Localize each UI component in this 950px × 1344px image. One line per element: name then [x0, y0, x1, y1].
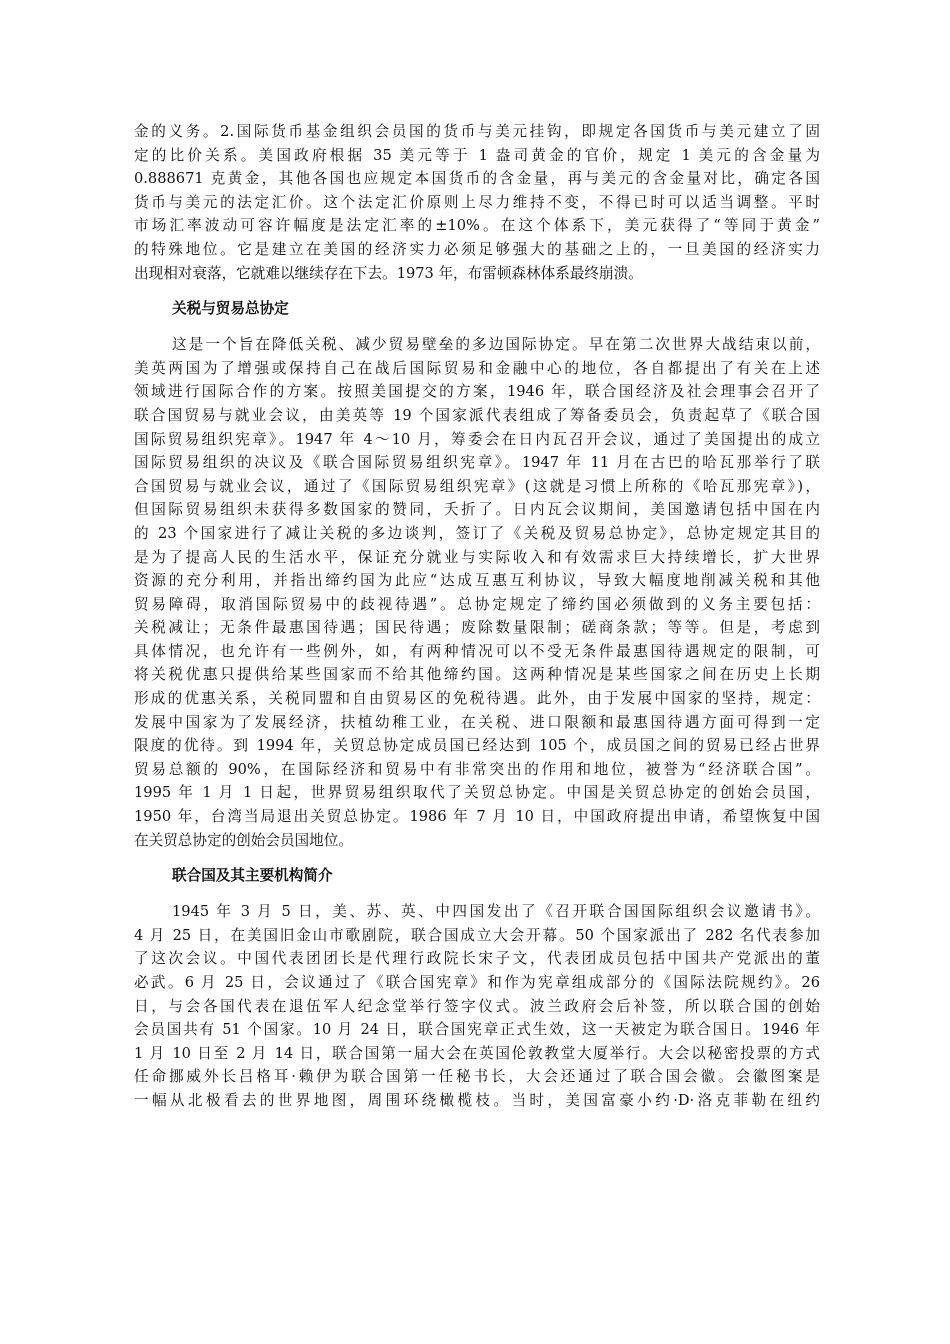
text-line: 4 月 25 日，在美国旧金山市歌剧院，联合国成立大会开幕。50 个国家派出了 282 名代表参加 [134, 926, 820, 944]
text-line: 领域进行国际合作的方案。按照美国提交的方案，1946 年，联合国经济及社会理事会召开了 [134, 383, 820, 401]
text-line: 了这次会议。中国代表团团长是代理行政院长宋子文，代表团成员包括中国共产党派出的董 [134, 950, 820, 968]
section-heading-gatt: 关税与贸易总协定 [172, 300, 289, 318]
text-line: 国际贸易组织宪章》。1947 年 4～10 月，筹委会在日内瓦召开会议，通过了美国提出的成立 [134, 430, 820, 448]
text-line: 联合国贸易与就业会议，由美英等 19 个国家派代表组成了筹备委员会，负责起草了《联合国 [134, 406, 820, 424]
text-line: 合国贸易与就业会议，通过了《国际贸易组织宪章》(这就是习惯上所称的《哈瓦那宪章》)， [134, 477, 820, 495]
text-line: 资源的充分利用，并指出缔约国为此应“达成互惠互利协议，导致大幅度地削减关税和其他 [134, 572, 820, 590]
text-line: 将关税优惠只提供给某些国家而不给其他缔约国。这两种情况是某些国家之间在历史上长期 [134, 666, 820, 684]
text-line: 出现相对衰落，它就难以继续存在下去。1973 年，布雷顿森林体系最终崩溃。 [134, 264, 643, 282]
text-line: 的特殊地位。它是建立在美国的经济实力必须足够强大的基础之上的，一旦美国的经济实力 [134, 240, 820, 258]
text-line: 在关贸总协定的创始会员国地位。 [134, 831, 353, 849]
text-line: 市场汇率波动可容许幅度是法定汇率的±10%。在这个体系下，美元获得了“等同于黄金” [134, 217, 820, 235]
text-line: 会员国共有 51 个国家。10 月 24 日，联合国宪章正式生效，这一天被定为联合国日。1946 年 [134, 1021, 820, 1039]
text-line: 但国际贸易组织未获得多数国家的赞同，夭折了。日内瓦会议期间，美国邀请包括中国在内 [134, 501, 820, 519]
text-line: 金的义务。2.国际货币基金组织会员国的货币与美元挂钩，即规定各国货币与美元建立了固 [134, 123, 820, 140]
text-line: 是为了提高人民的生活水平，保证充分就业与实际收入和有效需求巨大持续增长，扩大世界 [134, 548, 820, 566]
text-line: 具体情况，也允许有一些例外，如，有两种情况可以不受无条件最惠国待遇规定的限制，可 [134, 642, 820, 660]
text-line: 必武。6 月 25 日，会议通过了《联合国宪章》和作为宪章组成部分的《国际法院规约》。26 [134, 974, 820, 991]
text-line: 0.888671 克黄金，其他各国也应规定本国货币的含金量，再与美元的含金量对比，确定各国 [134, 170, 820, 188]
text-line: 限度的优待。到 1994 年，关贸总协定成员国已经达到 105 个，成员国之间的贸易已经占世界 [134, 737, 820, 755]
text-line: 日，与会各国代表在退伍军人纪念堂举行签字仪式。波兰政府会后补签，所以联合国的创始 [134, 997, 820, 1015]
text-line: 定的比价关系。美国政府根据 35 美元等于 1 盎司黄金的官价，规定 1 美元的含金量为 [134, 146, 820, 164]
text-line: 一幅从北极看去的世界地图，周围环绕橄榄枝。当时，美国富豪小约·D·洛克菲勒在纽约 [134, 1091, 820, 1109]
text-line: 国际贸易组织的决议及《联合国际贸易组织宪章》。1947 年 11 月在古巴的哈瓦那举行了联 [134, 454, 820, 472]
text-line: 贸易障碍，取消国际贸易中的歧视待遇”。总协定规定了缔约国必须做到的义务主要包括： [134, 595, 820, 613]
document-page [134, 120, 820, 1113]
section-heading-un: 联合国及其主要机构简介 [172, 867, 333, 885]
text-line: 任命挪威外长吕格耳·赖伊为联合国第一任秘书长，大会还通过了联合国会徽。会徽图案是 [134, 1068, 820, 1086]
text-line: 货币与美元的法定汇价。这个法定汇价原则上尽力维持不变，不得已时可以适当调整。平时 [134, 193, 820, 211]
text-line: 1945 年 3 月 5 日，美、苏、英、中四国发出了《召开联合国国际组织会议邀请书》。 [172, 903, 820, 921]
text-line: 1 月 10 日至 2 月 14 日，联合国第一届大会在英国伦敦教堂大厦举行。大会以秘密投票的方式 [134, 1044, 820, 1062]
text-line: 1995 年 1 月 1 日起，世界贸易组织取代了关贸总协定。中国是关贸总协定的创始会员国， [134, 784, 820, 802]
text-line: 的 23 个国家进行了减让关税的多边谈判，签订了《关税及贸易总协定》，总协定规定其目的 [134, 524, 820, 542]
gatt-paragraph [134, 333, 820, 852]
text-line: 发展中国家为了发展经济，扶植幼稚工业，在关税、进口限额和最惠国待遇方面可得到一定 [134, 713, 820, 731]
un-paragraph [134, 900, 820, 1112]
text-line: 1950 年，台湾当局退出关贸总协定。1986 年 7 月 10 日，中国政府提出申请，希望恢复中国 [134, 808, 820, 826]
text-line: 美英两国为了增强或保持自己在战后国际贸易和金融中心的地位，各自都提出了有关在上述 [134, 359, 820, 377]
intro-paragraph [134, 120, 820, 285]
text-line: 这是一个旨在降低关税、减少贸易壁垒的多边国际协定。早在第二次世界大战结束以前， [172, 336, 820, 354]
text-line: 贸易总额的 90%，在国际经济和贸易中有非常突出的作用和地位，被誉为“经济联合国”。 [134, 760, 820, 778]
text-line: 形成的优惠关系，关税同盟和自由贸易区的免税待遇。此外，由于发展中国家的坚持，规定： [134, 690, 820, 708]
text-line: 关税减让；无条件最惠国待遇；国民待遇；废除数量限制；磋商条款；等等。但是，考虑到 [134, 619, 820, 637]
